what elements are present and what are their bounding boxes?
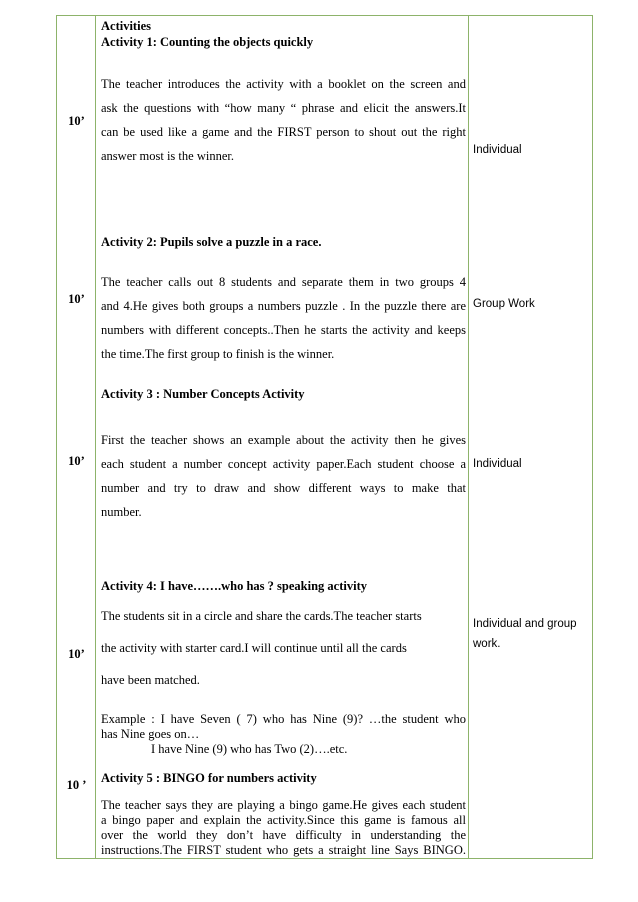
lesson-plan-table: [56, 15, 593, 859]
activity-3-description: First the teacher shows an example about the activity then he gives each student a number concept activity paper.Each student choose a number and try to draw and show different ways to make that number.: [101, 433, 466, 519]
time-cell-4: 10’: [68, 647, 85, 661]
activity-5-description: The teacher says they are playing a bingo game.He gives each student a bingo paper and explain the activity.Since this game is famous all over the world they don’t have difficulty in understanding the instructions.The FIRST student who gets a straight line Says BINGO.: [101, 798, 466, 857]
activity-1-title: Activity 1: Counting the objects quickly: [101, 35, 314, 49]
mode-cell-3: Individual: [473, 458, 522, 470]
activities-heading: Activities: [101, 19, 151, 33]
time-cell-1: 10’: [68, 114, 85, 128]
time-cell-5: 10 ’: [66, 778, 87, 792]
column-divider-right: [468, 16, 469, 858]
mode-cell-4: Individual and group work.: [473, 618, 577, 650]
activity-3-title: Activity 3 : Number Concepts Activity: [101, 387, 305, 401]
activity-2-description: The teacher calls out 8 students and separate them in two groups 4 and 4.He gives both groups a numbers puzzle . In the puzzle there are numbers with different concepts..Then he starts the activity and keeps the time.The first group to finish is the winner.: [101, 275, 466, 361]
activity-2-title: Activity 2: Pupils solve a puzzle in a race.: [101, 235, 322, 249]
activity-4-description: The students sit in a circle and share the cards.The teacher starts the activity with starter card.I will continue until all the cards have been matched.: [101, 609, 422, 687]
time-cell-3: 10’: [68, 454, 85, 468]
mode-cell-2: Group Work: [473, 298, 535, 310]
mode-cell-1: Individual: [473, 144, 522, 156]
time-cell-2: 10’: [68, 292, 85, 306]
activity-4-title: Activity 4: I have…….who has ? speaking activity: [101, 579, 367, 593]
activity-5-title: Activity 5 : BINGO for numbers activity: [101, 771, 317, 785]
column-divider-left: [95, 16, 96, 858]
activity-4-example: Example : I have Seven ( 7) who has Nine (9)? …the student who has Nine goes on… I have Nine (9) who has Two (2)….etc.: [101, 712, 466, 756]
activity-1-description: The teacher introduces the activity with a booklet on the screen and ask the questions with “how many “ phrase and elicit the answers.It can be used like a game and the FIRST person to shout out the right answer most is the winner.: [101, 77, 466, 163]
